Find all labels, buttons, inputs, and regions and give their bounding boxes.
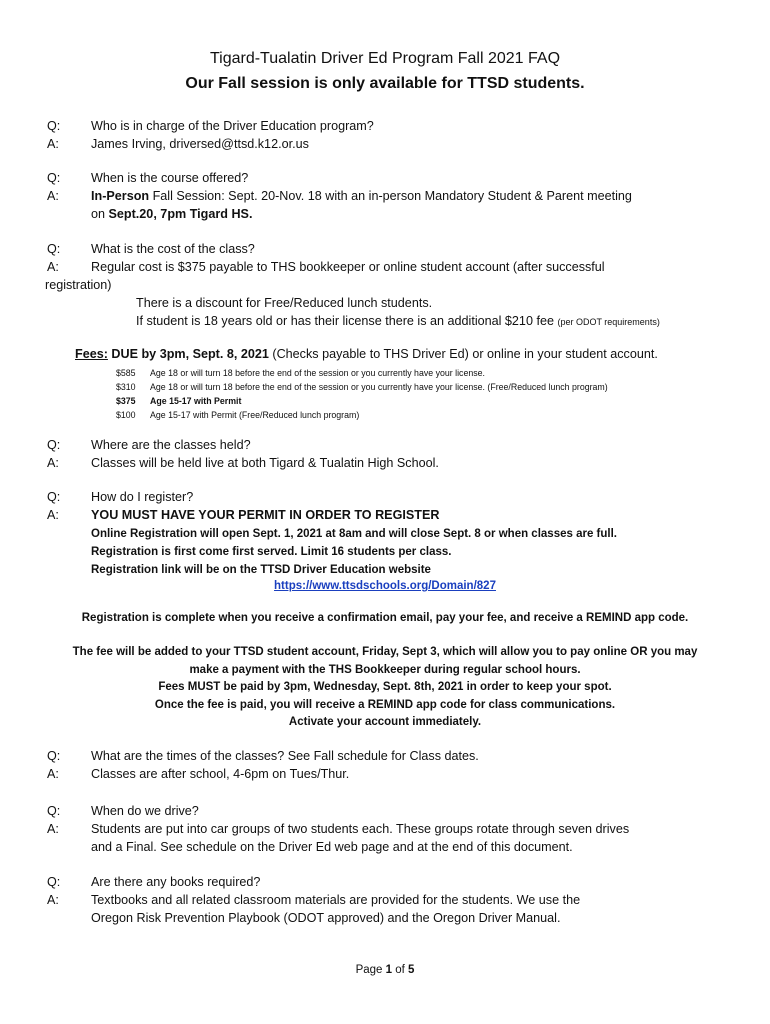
meeting-date: Sept.20, 7pm Tigard HS.: [108, 207, 253, 221]
fee-notice: [0, 644, 770, 732]
fee-notice-line: Once the fee is paid, you will receive a REMIND app code for class communications.: [154, 698, 616, 711]
fee-amount: $100: [116, 410, 136, 420]
registration-line: Registration link will be on the TTSD Driver Education website: [91, 564, 431, 576]
fee-row: [116, 366, 608, 380]
q-label: Q:: [47, 242, 61, 256]
faq-item-cost: [47, 240, 737, 331]
answer-part: on: [91, 207, 109, 221]
a-label: A:: [47, 822, 59, 836]
answer-text: [91, 187, 737, 205]
a-label: A:: [47, 767, 59, 781]
registration-line: Registration is first come first served. Limit 16 students per class.: [91, 546, 452, 558]
registration-line: Online Registration will open Sept. 1, 2021 at 8am and will close Sept. 8 or when classes are full.: [91, 528, 617, 540]
current-page: 1: [385, 964, 393, 976]
q-label: Q:: [47, 749, 61, 763]
fee-row: [116, 394, 608, 408]
over18-text: If student is 18 years old or has their license there is an additional $210 fee: [136, 314, 554, 328]
registration-complete-notice: Registration is complete when you receive a confirmation email, pay your fee, and receive a REMIND app code.: [81, 612, 689, 624]
fee-amount: $375: [116, 396, 136, 406]
faq-item-books: [47, 873, 737, 927]
q-label: Q:: [47, 119, 61, 133]
faq-item-contact: [47, 117, 737, 153]
faq-item-course-offered: [47, 169, 737, 223]
question-text: What is the cost of the class?: [91, 242, 255, 256]
q-label: Q:: [47, 438, 61, 452]
faq-item-driving: [47, 802, 737, 856]
a-label: A:: [47, 189, 59, 203]
fee-amount: $310: [116, 382, 136, 392]
page-subtitle: Our Fall session is only available for TTSD students.: [185, 75, 585, 92]
faq-item-register: [47, 488, 737, 524]
fee-notice-line: Fees MUST be paid by 3pm, Wednesday, Sept. 8th, 2021 in order to keep your spot.: [158, 681, 612, 693]
permit-warning: YOU MUST HAVE YOUR PERMIT IN ORDER TO REGISTER: [91, 508, 440, 522]
page-word: Page: [355, 964, 383, 976]
over18-note: [47, 312, 737, 331]
fee-row: [116, 380, 608, 394]
odot-note: (per ODOT requirements): [557, 317, 660, 327]
discount-note: There is a discount for Free/Reduced lunch students.: [136, 296, 433, 310]
q-label: Q:: [47, 490, 61, 504]
answer-wrap: registration): [45, 278, 112, 292]
a-label: A:: [47, 137, 59, 151]
answer-text: James Irving, driversed@ttsd.k12.or.us: [91, 137, 309, 151]
faq-item-times: [47, 747, 737, 783]
fee-desc: Age 15-17 with Permit (Free/Reduced lunch program): [150, 410, 360, 420]
answer-text: Students are put into car groups of two students each. These groups rotate through seven drives: [91, 822, 630, 836]
answer-text: Textbooks and all related classroom materials are provided for the students. We use the: [91, 893, 581, 907]
answer-bold: In-Person: [91, 189, 150, 203]
a-label: A:: [47, 456, 59, 470]
a-label: A:: [47, 260, 59, 274]
question-text: When do we drive?: [91, 804, 199, 818]
fee-notice-line: make a payment with the THS Bookkeeper during regular school hours.: [189, 663, 581, 676]
answer-text: Regular cost is $375 payable to THS bookkeeper or online student account (after successful: [91, 260, 605, 274]
fee-notice-line: Activate your account immediately.: [288, 716, 482, 728]
fee-row: [116, 408, 608, 422]
fee-table: [116, 366, 608, 422]
question-text: When is the course offered?: [91, 171, 249, 185]
a-label: A:: [47, 893, 59, 907]
q-label: Q:: [47, 875, 61, 889]
page-number: [0, 964, 770, 976]
answer-text: Classes will be held live at both Tigard & Tualatin High School.: [91, 456, 439, 470]
fee-desc: Age 15-17 with Permit: [150, 396, 242, 406]
question-text: What are the times of the classes? See Fall schedule for Class dates.: [91, 749, 479, 763]
fee-amount: $585: [116, 368, 136, 378]
a-label: A:: [47, 508, 59, 522]
fee-desc: Age 18 or will turn 18 before the end of the session or you currently have your license. (Free/Reduced lunch program): [150, 382, 608, 392]
registration-details: [91, 525, 617, 579]
question-text: Where are the classes held?: [91, 438, 251, 452]
answer-text: Classes are after school, 4-6pm on Tues/Thur.: [91, 767, 350, 781]
answer-continuation: and a Final. See schedule on the Driver Ed web page and at the end of this document.: [91, 840, 573, 854]
question-text: How do I register?: [91, 490, 194, 504]
fees-label: Fees:: [75, 347, 108, 361]
faq-item-location: [47, 436, 737, 472]
question-text: Who is in charge of the Driver Education program?: [91, 119, 374, 133]
fees-heading: [75, 347, 658, 361]
of-word: of: [395, 964, 405, 976]
q-label: Q:: [47, 171, 61, 185]
q-label: Q:: [47, 804, 61, 818]
page-title: Tigard-Tualatin Driver Ed Program Fall 2021 FAQ: [209, 50, 561, 67]
fee-desc: Age 18 or will turn 18 before the end of the session or you currently have your license.: [150, 368, 485, 378]
registration-link[interactable]: https://www.ttsdschools.org/Domain/827: [274, 580, 496, 592]
fee-notice-line: The fee will be added to your TTSD student account, Friday, Sept 3, which will allow you to pay online OR you may: [72, 646, 698, 658]
answer-continuation: Oregon Risk Prevention Playbook (ODOT approved) and the Oregon Driver Manual.: [91, 911, 561, 925]
total-pages: 5: [408, 964, 415, 976]
answer-part: Fall Session: Sept. 20-Nov. 18 with an in-person Mandatory Student & Parent meeting: [149, 189, 632, 203]
question-text: Are there any books required?: [91, 875, 261, 889]
fees-payment-note: (Checks payable to THS Driver Ed) or online in your student account.: [268, 347, 658, 361]
fees-due: DUE by 3pm, Sept. 8, 2021: [107, 347, 269, 361]
registration-link-row: [0, 578, 770, 596]
